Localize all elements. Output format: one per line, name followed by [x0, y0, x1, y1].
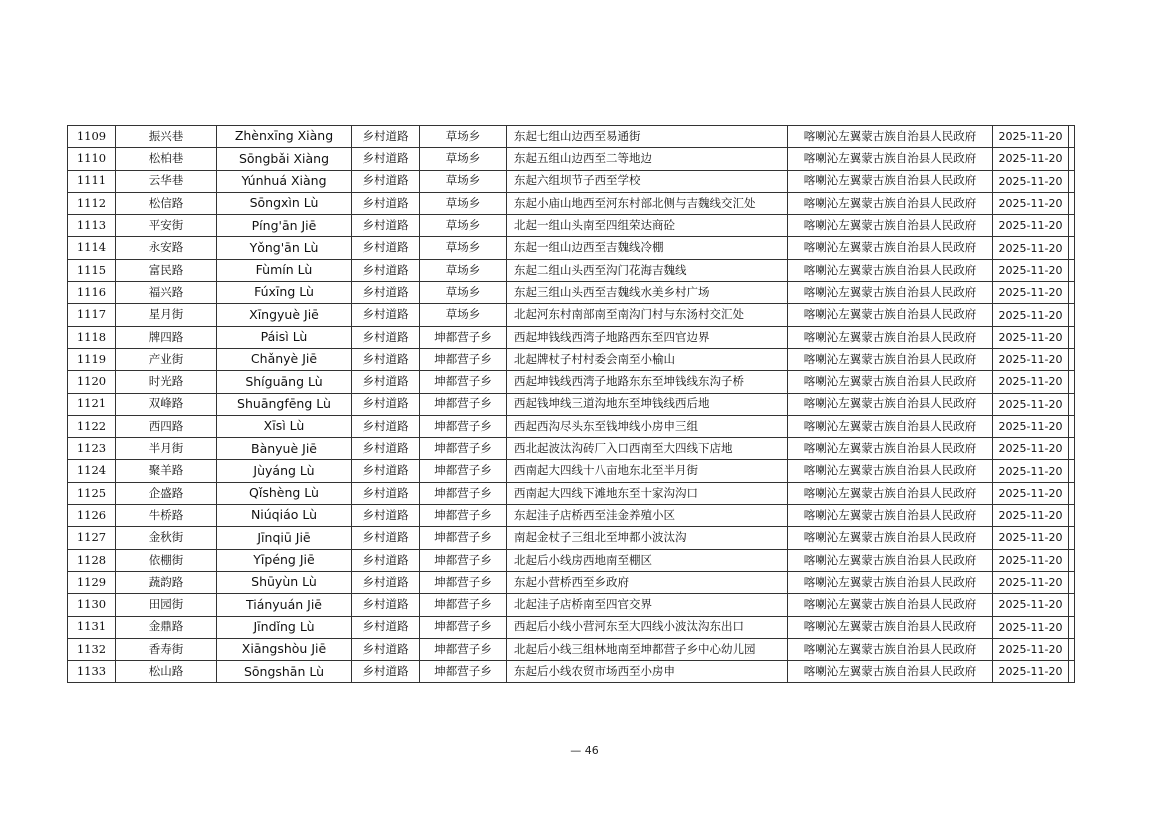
approval-date-cell: 2025-11-20	[993, 661, 1069, 683]
road-extent-cell: 东起小营桥西至乡政府	[507, 571, 788, 593]
table-row	[68, 415, 1075, 437]
remarks-cell	[1069, 259, 1075, 281]
road-pinyin-cell: Fùmín Lù	[217, 259, 352, 281]
approving-authority-cell: 喀喇沁左翼蒙古族自治县人民政府	[788, 215, 993, 237]
road-name-cell: 云华巷	[116, 170, 217, 192]
approving-authority-cell: 喀喇沁左翼蒙古族自治县人民政府	[788, 549, 993, 571]
table-row	[68, 170, 1075, 192]
remarks-cell	[1069, 304, 1075, 326]
table-row	[68, 393, 1075, 415]
road-extent-cell: 东起六组坝节子西至学校	[507, 170, 788, 192]
road-extent-cell: 西北起波汰沟砖厂入口西南至大四线下店地	[507, 438, 788, 460]
approving-authority-cell: 喀喇沁左翼蒙古族自治县人民政府	[788, 371, 993, 393]
township-cell: 坤都营子乡	[420, 661, 507, 683]
approval-date-cell: 2025-11-20	[993, 215, 1069, 237]
row-number-cell: 1122	[68, 415, 116, 437]
approval-date-cell: 2025-11-20	[993, 549, 1069, 571]
remarks-cell	[1069, 215, 1075, 237]
approving-authority-cell: 喀喇沁左翼蒙古族自治县人民政府	[788, 170, 993, 192]
road-name-cell: 松柏巷	[116, 148, 217, 170]
township-cell: 坤都营子乡	[420, 371, 507, 393]
approving-authority-cell: 喀喇沁左翼蒙古族自治县人民政府	[788, 460, 993, 482]
road-extent-cell: 东起五组山边西至二等地边	[507, 148, 788, 170]
approving-authority-cell: 喀喇沁左翼蒙古族自治县人民政府	[788, 126, 993, 148]
road-category-cell: 乡村道路	[352, 192, 420, 214]
row-number-cell: 1110	[68, 148, 116, 170]
road-category-cell: 乡村道路	[352, 126, 420, 148]
township-cell: 草场乡	[420, 259, 507, 281]
table-row	[68, 549, 1075, 571]
approval-date-cell: 2025-11-20	[993, 259, 1069, 281]
road-extent-cell: 西起后小线小营河东至大四线小波汰沟东出口	[507, 616, 788, 638]
road-pinyin-cell: Sōngshān Lù	[217, 661, 352, 683]
road-extent-cell: 北起后小线三组林地南至坤都营子乡中心幼儿园	[507, 638, 788, 660]
table-row	[68, 237, 1075, 259]
approving-authority-cell: 喀喇沁左翼蒙古族自治县人民政府	[788, 571, 993, 593]
approval-date-cell: 2025-11-20	[993, 348, 1069, 370]
road-pinyin-cell: Bànyuè Jiē	[217, 438, 352, 460]
road-name-cell: 金秋街	[116, 527, 217, 549]
remarks-cell	[1069, 527, 1075, 549]
road-extent-cell: 西起坤钱线西湾子地路西东至四官边界	[507, 326, 788, 348]
remarks-cell	[1069, 505, 1075, 527]
remarks-cell	[1069, 371, 1075, 393]
row-number-cell: 1119	[68, 348, 116, 370]
table-row	[68, 571, 1075, 593]
row-number-cell: 1125	[68, 482, 116, 504]
road-category-cell: 乡村道路	[352, 348, 420, 370]
road-extent-cell: 北起河东村南部南至南沟门村与东汤村交汇处	[507, 304, 788, 326]
approval-date-cell: 2025-11-20	[993, 415, 1069, 437]
road-category-cell: 乡村道路	[352, 148, 420, 170]
road-category-cell: 乡村道路	[352, 549, 420, 571]
table-row	[68, 304, 1075, 326]
table-row	[68, 661, 1075, 683]
approving-authority-cell: 喀喇沁左翼蒙古族自治县人民政府	[788, 482, 993, 504]
road-pinyin-cell: Yīpéng Jiē	[217, 549, 352, 571]
approving-authority-cell: 喀喇沁左翼蒙古族自治县人民政府	[788, 259, 993, 281]
road-name-cell: 聚羊路	[116, 460, 217, 482]
road-pinyin-cell: Páisì Lù	[217, 326, 352, 348]
remarks-cell	[1069, 616, 1075, 638]
road-names-table	[67, 125, 1075, 683]
row-number-cell: 1114	[68, 237, 116, 259]
approving-authority-cell: 喀喇沁左翼蒙古族自治县人民政府	[788, 282, 993, 304]
road-pinyin-cell: Xīsì Lù	[217, 415, 352, 437]
approval-date-cell: 2025-11-20	[993, 170, 1069, 192]
road-name-cell: 西四路	[116, 415, 217, 437]
road-category-cell: 乡村道路	[352, 215, 420, 237]
approval-date-cell: 2025-11-20	[993, 192, 1069, 214]
road-name-cell: 金鼎路	[116, 616, 217, 638]
approval-date-cell: 2025-11-20	[993, 527, 1069, 549]
row-number-cell: 1109	[68, 126, 116, 148]
table-row	[68, 259, 1075, 281]
approval-date-cell: 2025-11-20	[993, 616, 1069, 638]
township-cell: 草场乡	[420, 282, 507, 304]
road-category-cell: 乡村道路	[352, 326, 420, 348]
approving-authority-cell: 喀喇沁左翼蒙古族自治县人民政府	[788, 505, 993, 527]
road-name-cell: 双峰路	[116, 393, 217, 415]
approval-date-cell: 2025-11-20	[993, 371, 1069, 393]
row-number-cell: 1118	[68, 326, 116, 348]
township-cell: 草场乡	[420, 304, 507, 326]
road-category-cell: 乡村道路	[352, 571, 420, 593]
road-name-cell: 星月街	[116, 304, 217, 326]
table-row	[68, 148, 1075, 170]
table-row	[68, 482, 1075, 504]
approval-date-cell: 2025-11-20	[993, 393, 1069, 415]
road-pinyin-cell: Jùyáng Lù	[217, 460, 352, 482]
road-category-cell: 乡村道路	[352, 505, 420, 527]
approval-date-cell: 2025-11-20	[993, 438, 1069, 460]
road-pinyin-cell: Niúqiáo Lù	[217, 505, 352, 527]
road-extent-cell: 西起西沟尽头东至钱坤线小房申三组	[507, 415, 788, 437]
road-pinyin-cell: Fúxīng Lù	[217, 282, 352, 304]
remarks-cell	[1069, 482, 1075, 504]
road-name-cell: 田园街	[116, 594, 217, 616]
row-number-cell: 1129	[68, 571, 116, 593]
road-extent-cell: 东起七组山边西至易通街	[507, 126, 788, 148]
remarks-cell	[1069, 460, 1075, 482]
table-row	[68, 438, 1075, 460]
township-cell: 草场乡	[420, 237, 507, 259]
row-number-cell: 1126	[68, 505, 116, 527]
road-pinyin-cell: Qǐshèng Lù	[217, 482, 352, 504]
road-extent-cell: 西南起大四线下滩地东至十家沟沟口	[507, 482, 788, 504]
table-row	[68, 371, 1075, 393]
remarks-cell	[1069, 638, 1075, 660]
table-row	[68, 348, 1075, 370]
table-row	[68, 126, 1075, 148]
road-name-cell: 半月街	[116, 438, 217, 460]
township-cell: 坤都营子乡	[420, 594, 507, 616]
row-number-cell: 1123	[68, 438, 116, 460]
road-pinyin-cell: Tiányuán Jiē	[217, 594, 352, 616]
row-number-cell: 1128	[68, 549, 116, 571]
road-pinyin-cell: Sōngxìn Lù	[217, 192, 352, 214]
road-category-cell: 乡村道路	[352, 527, 420, 549]
road-category-cell: 乡村道路	[352, 170, 420, 192]
road-category-cell: 乡村道路	[352, 259, 420, 281]
remarks-cell	[1069, 326, 1075, 348]
road-category-cell: 乡村道路	[352, 393, 420, 415]
township-cell: 草场乡	[420, 126, 507, 148]
table-row	[68, 215, 1075, 237]
road-name-cell: 香寿街	[116, 638, 217, 660]
approving-authority-cell: 喀喇沁左翼蒙古族自治县人民政府	[788, 393, 993, 415]
approval-date-cell: 2025-11-20	[993, 148, 1069, 170]
road-category-cell: 乡村道路	[352, 594, 420, 616]
approving-authority-cell: 喀喇沁左翼蒙古族自治县人民政府	[788, 148, 993, 170]
approving-authority-cell: 喀喇沁左翼蒙古族自治县人民政府	[788, 415, 993, 437]
row-number-cell: 1124	[68, 460, 116, 482]
remarks-cell	[1069, 549, 1075, 571]
road-name-cell: 时光路	[116, 371, 217, 393]
row-number-cell: 1132	[68, 638, 116, 660]
approval-date-cell: 2025-11-20	[993, 282, 1069, 304]
road-extent-cell: 北起牌杖子村村委会南至小榆山	[507, 348, 788, 370]
table-row	[68, 460, 1075, 482]
approving-authority-cell: 喀喇沁左翼蒙古族自治县人民政府	[788, 326, 993, 348]
row-number-cell: 1115	[68, 259, 116, 281]
township-cell: 草场乡	[420, 215, 507, 237]
remarks-cell	[1069, 594, 1075, 616]
road-category-cell: 乡村道路	[352, 415, 420, 437]
township-cell: 坤都营子乡	[420, 348, 507, 370]
row-number-cell: 1133	[68, 661, 116, 683]
remarks-cell	[1069, 282, 1075, 304]
row-number-cell: 1121	[68, 393, 116, 415]
approving-authority-cell: 喀喇沁左翼蒙古族自治县人民政府	[788, 527, 993, 549]
township-cell: 坤都营子乡	[420, 415, 507, 437]
road-name-cell: 松山路	[116, 661, 217, 683]
township-cell: 坤都营子乡	[420, 460, 507, 482]
approval-date-cell: 2025-11-20	[993, 126, 1069, 148]
road-extent-cell: 西起坤钱线西湾子地路东东至坤钱线东沟子桥	[507, 371, 788, 393]
road-extent-cell: 东起洼子店桥西至洼金养殖小区	[507, 505, 788, 527]
approval-date-cell: 2025-11-20	[993, 571, 1069, 593]
road-name-cell: 牛桥路	[116, 505, 217, 527]
approval-date-cell: 2025-11-20	[993, 638, 1069, 660]
approving-authority-cell: 喀喇沁左翼蒙古族自治县人民政府	[788, 638, 993, 660]
road-extent-cell: 东起小庙山地西至河东村部北侧与吉魏线交汇处	[507, 192, 788, 214]
approval-date-cell: 2025-11-20	[993, 594, 1069, 616]
remarks-cell	[1069, 192, 1075, 214]
approving-authority-cell: 喀喇沁左翼蒙古族自治县人民政府	[788, 616, 993, 638]
approval-date-cell: 2025-11-20	[993, 505, 1069, 527]
table-row	[68, 505, 1075, 527]
road-category-cell: 乡村道路	[352, 438, 420, 460]
township-cell: 坤都营子乡	[420, 527, 507, 549]
remarks-cell	[1069, 148, 1075, 170]
remarks-cell	[1069, 571, 1075, 593]
road-extent-cell: 西南起大四线十八亩地东北至半月街	[507, 460, 788, 482]
row-number-cell: 1116	[68, 282, 116, 304]
township-cell: 草场乡	[420, 192, 507, 214]
remarks-cell	[1069, 126, 1075, 148]
remarks-cell	[1069, 438, 1075, 460]
road-name-cell: 蔬韵路	[116, 571, 217, 593]
road-extent-cell: 北起后小线房西地南至棚区	[507, 549, 788, 571]
road-pinyin-cell: Xiāngshòu Jiē	[217, 638, 352, 660]
road-extent-cell: 西起钱坤线三道沟地东至坤钱线西后地	[507, 393, 788, 415]
road-category-cell: 乡村道路	[352, 460, 420, 482]
road-category-cell: 乡村道路	[352, 616, 420, 638]
table-row	[68, 326, 1075, 348]
row-number-cell: 1120	[68, 371, 116, 393]
township-cell: 坤都营子乡	[420, 571, 507, 593]
road-name-cell: 振兴巷	[116, 126, 217, 148]
approval-date-cell: 2025-11-20	[993, 304, 1069, 326]
road-name-cell: 平安街	[116, 215, 217, 237]
table-row	[68, 282, 1075, 304]
township-cell: 坤都营子乡	[420, 393, 507, 415]
road-name-cell: 牌四路	[116, 326, 217, 348]
road-name-cell: 产业街	[116, 348, 217, 370]
road-extent-cell: 北起一组山头南至四组荣达商砼	[507, 215, 788, 237]
road-pinyin-cell: Zhènxīng Xiàng	[217, 126, 352, 148]
approval-date-cell: 2025-11-20	[993, 237, 1069, 259]
township-cell: 坤都营子乡	[420, 616, 507, 638]
township-cell: 草场乡	[420, 148, 507, 170]
table-row	[68, 527, 1075, 549]
road-pinyin-cell: Shūyùn Lù	[217, 571, 352, 593]
road-pinyin-cell: Jīnqiū Jiē	[217, 527, 352, 549]
table-row	[68, 594, 1075, 616]
road-category-cell: 乡村道路	[352, 661, 420, 683]
township-cell: 坤都营子乡	[420, 505, 507, 527]
approving-authority-cell: 喀喇沁左翼蒙古族自治县人民政府	[788, 304, 993, 326]
road-category-cell: 乡村道路	[352, 638, 420, 660]
road-name-cell: 永安路	[116, 237, 217, 259]
approving-authority-cell: 喀喇沁左翼蒙古族自治县人民政府	[788, 438, 993, 460]
road-extent-cell: 南起金杖子三组北至坤都小波汰沟	[507, 527, 788, 549]
approving-authority-cell: 喀喇沁左翼蒙古族自治县人民政府	[788, 661, 993, 683]
approval-date-cell: 2025-11-20	[993, 482, 1069, 504]
road-pinyin-cell: Yúnhuá Xiàng	[217, 170, 352, 192]
remarks-cell	[1069, 661, 1075, 683]
township-cell: 坤都营子乡	[420, 438, 507, 460]
remarks-cell	[1069, 348, 1075, 370]
table-body	[68, 126, 1075, 683]
township-cell: 坤都营子乡	[420, 549, 507, 571]
row-number-cell: 1130	[68, 594, 116, 616]
road-category-cell: 乡村道路	[352, 304, 420, 326]
road-name-cell: 依棚街	[116, 549, 217, 571]
table-row	[68, 616, 1075, 638]
road-pinyin-cell: Yǒng'ān Lù	[217, 237, 352, 259]
table-row	[68, 638, 1075, 660]
road-extent-cell: 东起后小线农贸市场西至小房申	[507, 661, 788, 683]
township-cell: 坤都营子乡	[420, 482, 507, 504]
remarks-cell	[1069, 393, 1075, 415]
remarks-cell	[1069, 170, 1075, 192]
approving-authority-cell: 喀喇沁左翼蒙古族自治县人民政府	[788, 192, 993, 214]
road-extent-cell: 北起洼子店桥南至四官交界	[507, 594, 788, 616]
road-pinyin-cell: Shuāngfēng Lù	[217, 393, 352, 415]
table-row	[68, 192, 1075, 214]
row-number-cell: 1117	[68, 304, 116, 326]
road-pinyin-cell: Xīngyuè Jiē	[217, 304, 352, 326]
road-category-cell: 乡村道路	[352, 282, 420, 304]
road-name-cell: 企盛路	[116, 482, 217, 504]
row-number-cell: 1112	[68, 192, 116, 214]
page-number: — 46	[570, 744, 599, 757]
approval-date-cell: 2025-11-20	[993, 460, 1069, 482]
row-number-cell: 1111	[68, 170, 116, 192]
township-cell: 坤都营子乡	[420, 638, 507, 660]
road-category-cell: 乡村道路	[352, 237, 420, 259]
road-pinyin-cell: Shíguāng Lù	[217, 371, 352, 393]
road-name-cell: 松信路	[116, 192, 217, 214]
road-pinyin-cell: Jīndǐng Lù	[217, 616, 352, 638]
road-category-cell: 乡村道路	[352, 482, 420, 504]
row-number-cell: 1127	[68, 527, 116, 549]
row-number-cell: 1131	[68, 616, 116, 638]
road-extent-cell: 东起三组山头西至吉魏线水美乡村广场	[507, 282, 788, 304]
row-number-cell: 1113	[68, 215, 116, 237]
remarks-cell	[1069, 237, 1075, 259]
road-pinyin-cell: Píng'ān Jiē	[217, 215, 352, 237]
remarks-cell	[1069, 415, 1075, 437]
township-cell: 草场乡	[420, 170, 507, 192]
approving-authority-cell: 喀喇沁左翼蒙古族自治县人民政府	[788, 348, 993, 370]
approving-authority-cell: 喀喇沁左翼蒙古族自治县人民政府	[788, 237, 993, 259]
road-pinyin-cell: Sōngbǎi Xiàng	[217, 148, 352, 170]
road-pinyin-cell: Chǎnyè Jiē	[217, 348, 352, 370]
road-category-cell: 乡村道路	[352, 371, 420, 393]
road-name-cell: 富民路	[116, 259, 217, 281]
road-extent-cell: 东起一组山边西至吉魏线冷棚	[507, 237, 788, 259]
road-extent-cell: 东起二组山头西至沟门花海吉魏线	[507, 259, 788, 281]
approval-date-cell: 2025-11-20	[993, 326, 1069, 348]
approving-authority-cell: 喀喇沁左翼蒙古族自治县人民政府	[788, 594, 993, 616]
township-cell: 坤都营子乡	[420, 326, 507, 348]
road-name-cell: 福兴路	[116, 282, 217, 304]
